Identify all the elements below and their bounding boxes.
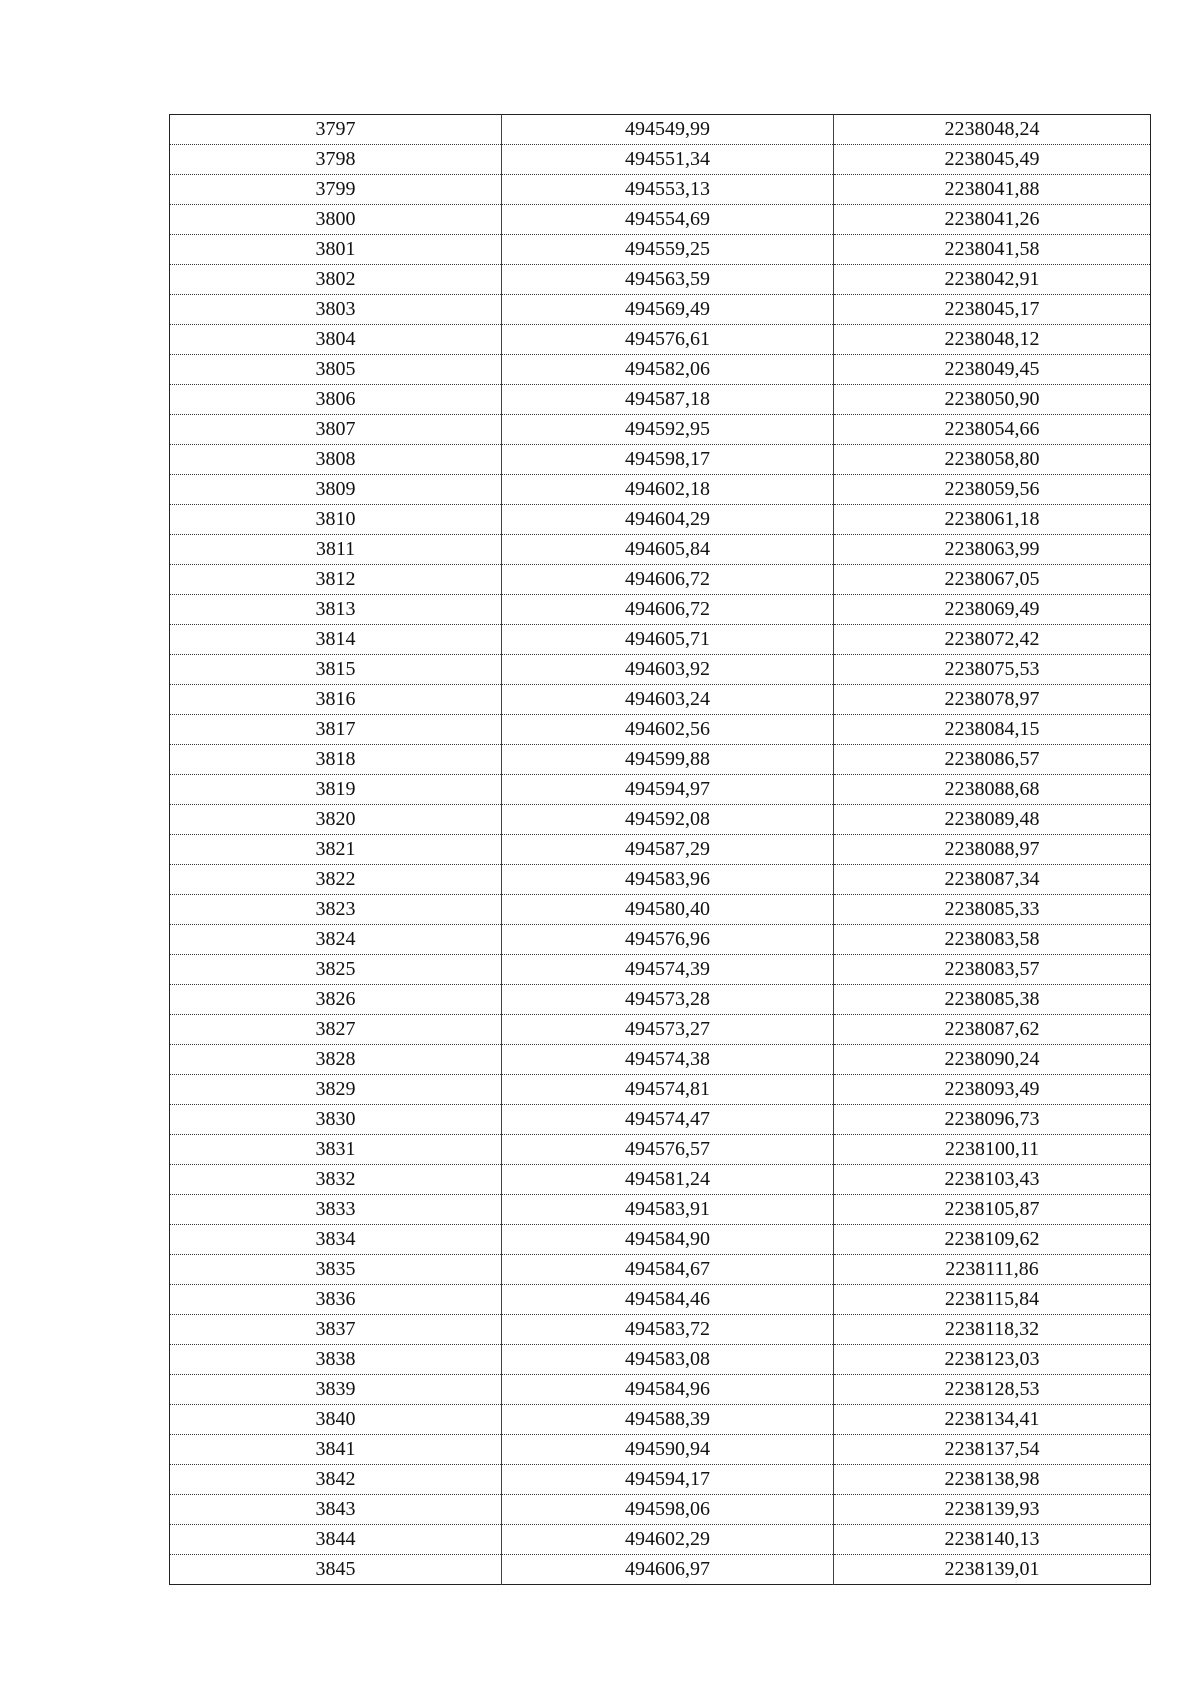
table-row bbox=[170, 1285, 1151, 1315]
x-coordinate-cell: 494583,91 bbox=[502, 1195, 834, 1225]
point-number-cell: 3808 bbox=[170, 445, 502, 475]
x-coordinate-cell: 494574,47 bbox=[502, 1105, 834, 1135]
y-coordinate-cell: 2238134,41 bbox=[834, 1405, 1151, 1435]
x-coordinate-cell: 494592,95 bbox=[502, 415, 834, 445]
table-row bbox=[170, 1045, 1151, 1075]
point-number-cell: 3811 bbox=[170, 535, 502, 565]
y-coordinate-cell: 2238115,84 bbox=[834, 1285, 1151, 1315]
y-coordinate-cell: 2238105,87 bbox=[834, 1195, 1151, 1225]
point-number-cell: 3819 bbox=[170, 775, 502, 805]
y-coordinate-cell: 2238078,97 bbox=[834, 685, 1151, 715]
point-number-cell: 3815 bbox=[170, 655, 502, 685]
x-coordinate-cell: 494606,97 bbox=[502, 1555, 834, 1585]
x-coordinate-cell: 494584,67 bbox=[502, 1255, 834, 1285]
x-coordinate-cell: 494583,72 bbox=[502, 1315, 834, 1345]
x-coordinate-cell: 494576,57 bbox=[502, 1135, 834, 1165]
y-coordinate-cell: 2238089,48 bbox=[834, 805, 1151, 835]
point-number-cell: 3807 bbox=[170, 415, 502, 445]
table-row bbox=[170, 1165, 1151, 1195]
table-row bbox=[170, 235, 1151, 265]
x-coordinate-cell: 494576,61 bbox=[502, 325, 834, 355]
x-coordinate-cell: 494569,49 bbox=[502, 295, 834, 325]
point-number-cell: 3801 bbox=[170, 235, 502, 265]
y-coordinate-cell: 2238069,49 bbox=[834, 595, 1151, 625]
point-number-cell: 3832 bbox=[170, 1165, 502, 1195]
table-row bbox=[170, 835, 1151, 865]
table-row bbox=[170, 1345, 1151, 1375]
x-coordinate-cell: 494588,39 bbox=[502, 1405, 834, 1435]
table-row bbox=[170, 625, 1151, 655]
table-row bbox=[170, 565, 1151, 595]
x-coordinate-cell: 494551,34 bbox=[502, 145, 834, 175]
y-coordinate-cell: 2238100,11 bbox=[834, 1135, 1151, 1165]
y-coordinate-cell: 2238083,58 bbox=[834, 925, 1151, 955]
table-row bbox=[170, 415, 1151, 445]
x-coordinate-cell: 494581,24 bbox=[502, 1165, 834, 1195]
x-coordinate-cell: 494594,17 bbox=[502, 1465, 834, 1495]
table-row bbox=[170, 1435, 1151, 1465]
y-coordinate-cell: 2238054,66 bbox=[834, 415, 1151, 445]
point-number-cell: 3822 bbox=[170, 865, 502, 895]
table-row bbox=[170, 715, 1151, 745]
table-row bbox=[170, 1195, 1151, 1225]
point-number-cell: 3824 bbox=[170, 925, 502, 955]
table-row bbox=[170, 295, 1151, 325]
x-coordinate-cell: 494573,28 bbox=[502, 985, 834, 1015]
table-row bbox=[170, 865, 1151, 895]
x-coordinate-cell: 494582,06 bbox=[502, 355, 834, 385]
x-coordinate-cell: 494574,39 bbox=[502, 955, 834, 985]
y-coordinate-cell: 2238075,53 bbox=[834, 655, 1151, 685]
table-row bbox=[170, 805, 1151, 835]
table-row bbox=[170, 475, 1151, 505]
point-number-cell: 3831 bbox=[170, 1135, 502, 1165]
point-number-cell: 3839 bbox=[170, 1375, 502, 1405]
y-coordinate-cell: 2238109,62 bbox=[834, 1225, 1151, 1255]
y-coordinate-cell: 2238137,54 bbox=[834, 1435, 1151, 1465]
table-row bbox=[170, 1135, 1151, 1165]
y-coordinate-cell: 2238083,57 bbox=[834, 955, 1151, 985]
x-coordinate-cell: 494605,84 bbox=[502, 535, 834, 565]
y-coordinate-cell: 2238084,15 bbox=[834, 715, 1151, 745]
point-number-cell: 3833 bbox=[170, 1195, 502, 1225]
x-coordinate-cell: 494554,69 bbox=[502, 205, 834, 235]
y-coordinate-cell: 2238087,62 bbox=[834, 1015, 1151, 1045]
table-row bbox=[170, 1015, 1151, 1045]
x-coordinate-cell: 494580,40 bbox=[502, 895, 834, 925]
table-row bbox=[170, 175, 1151, 205]
table-row bbox=[170, 955, 1151, 985]
point-number-cell: 3828 bbox=[170, 1045, 502, 1075]
point-number-cell: 3827 bbox=[170, 1015, 502, 1045]
x-coordinate-cell: 494573,27 bbox=[502, 1015, 834, 1045]
table-row bbox=[170, 1225, 1151, 1255]
x-coordinate-cell: 494553,13 bbox=[502, 175, 834, 205]
table-row bbox=[170, 1525, 1151, 1555]
point-number-cell: 3799 bbox=[170, 175, 502, 205]
table-row bbox=[170, 115, 1151, 145]
x-coordinate-cell: 494584,90 bbox=[502, 1225, 834, 1255]
table-row bbox=[170, 505, 1151, 535]
point-number-cell: 3834 bbox=[170, 1225, 502, 1255]
coordinates-table-body bbox=[170, 115, 1151, 1585]
table-row bbox=[170, 1255, 1151, 1285]
y-coordinate-cell: 2238090,24 bbox=[834, 1045, 1151, 1075]
x-coordinate-cell: 494587,29 bbox=[502, 835, 834, 865]
point-number-cell: 3830 bbox=[170, 1105, 502, 1135]
table-row bbox=[170, 685, 1151, 715]
table-row bbox=[170, 1315, 1151, 1345]
point-number-cell: 3818 bbox=[170, 745, 502, 775]
point-number-cell: 3844 bbox=[170, 1525, 502, 1555]
y-coordinate-cell: 2238087,34 bbox=[834, 865, 1151, 895]
x-coordinate-cell: 494606,72 bbox=[502, 565, 834, 595]
point-number-cell: 3802 bbox=[170, 265, 502, 295]
x-coordinate-cell: 494590,94 bbox=[502, 1435, 834, 1465]
y-coordinate-cell: 2238086,57 bbox=[834, 745, 1151, 775]
x-coordinate-cell: 494603,24 bbox=[502, 685, 834, 715]
point-number-cell: 3816 bbox=[170, 685, 502, 715]
table-row bbox=[170, 775, 1151, 805]
x-coordinate-cell: 494599,88 bbox=[502, 745, 834, 775]
table-row bbox=[170, 265, 1151, 295]
y-coordinate-cell: 2238050,90 bbox=[834, 385, 1151, 415]
y-coordinate-cell: 2238140,13 bbox=[834, 1525, 1151, 1555]
x-coordinate-cell: 494598,06 bbox=[502, 1495, 834, 1525]
x-coordinate-cell: 494584,96 bbox=[502, 1375, 834, 1405]
y-coordinate-cell: 2238128,53 bbox=[834, 1375, 1151, 1405]
point-number-cell: 3829 bbox=[170, 1075, 502, 1105]
y-coordinate-cell: 2238048,24 bbox=[834, 115, 1151, 145]
table-row bbox=[170, 205, 1151, 235]
point-number-cell: 3806 bbox=[170, 385, 502, 415]
point-number-cell: 3823 bbox=[170, 895, 502, 925]
point-number-cell: 3814 bbox=[170, 625, 502, 655]
table-row bbox=[170, 1105, 1151, 1135]
table-row bbox=[170, 325, 1151, 355]
x-coordinate-cell: 494603,92 bbox=[502, 655, 834, 685]
x-coordinate-cell: 494602,56 bbox=[502, 715, 834, 745]
point-number-cell: 3842 bbox=[170, 1465, 502, 1495]
y-coordinate-cell: 2238045,49 bbox=[834, 145, 1151, 175]
point-number-cell: 3838 bbox=[170, 1345, 502, 1375]
point-number-cell: 3820 bbox=[170, 805, 502, 835]
table-row bbox=[170, 1495, 1151, 1525]
x-coordinate-cell: 494563,59 bbox=[502, 265, 834, 295]
point-number-cell: 3825 bbox=[170, 955, 502, 985]
y-coordinate-cell: 2238085,33 bbox=[834, 895, 1151, 925]
x-coordinate-cell: 494587,18 bbox=[502, 385, 834, 415]
point-number-cell: 3797 bbox=[170, 115, 502, 145]
point-number-cell: 3798 bbox=[170, 145, 502, 175]
table-row bbox=[170, 895, 1151, 925]
point-number-cell: 3813 bbox=[170, 595, 502, 625]
x-coordinate-cell: 494602,29 bbox=[502, 1525, 834, 1555]
y-coordinate-cell: 2238063,99 bbox=[834, 535, 1151, 565]
point-number-cell: 3804 bbox=[170, 325, 502, 355]
point-number-cell: 3805 bbox=[170, 355, 502, 385]
y-coordinate-cell: 2238096,73 bbox=[834, 1105, 1151, 1135]
y-coordinate-cell: 2238088,97 bbox=[834, 835, 1151, 865]
x-coordinate-cell: 494584,46 bbox=[502, 1285, 834, 1315]
point-number-cell: 3835 bbox=[170, 1255, 502, 1285]
x-coordinate-cell: 494605,71 bbox=[502, 625, 834, 655]
x-coordinate-cell: 494583,96 bbox=[502, 865, 834, 895]
point-number-cell: 3810 bbox=[170, 505, 502, 535]
y-coordinate-cell: 2238093,49 bbox=[834, 1075, 1151, 1105]
x-coordinate-cell: 494549,99 bbox=[502, 115, 834, 145]
point-number-cell: 3845 bbox=[170, 1555, 502, 1585]
x-coordinate-cell: 494598,17 bbox=[502, 445, 834, 475]
y-coordinate-cell: 2238061,18 bbox=[834, 505, 1151, 535]
x-coordinate-cell: 494604,29 bbox=[502, 505, 834, 535]
y-coordinate-cell: 2238045,17 bbox=[834, 295, 1151, 325]
x-coordinate-cell: 494606,72 bbox=[502, 595, 834, 625]
y-coordinate-cell: 2238042,91 bbox=[834, 265, 1151, 295]
x-coordinate-cell: 494574,38 bbox=[502, 1045, 834, 1075]
table-row bbox=[170, 385, 1151, 415]
y-coordinate-cell: 2238049,45 bbox=[834, 355, 1151, 385]
table-row bbox=[170, 985, 1151, 1015]
table-row bbox=[170, 655, 1151, 685]
y-coordinate-cell: 2238041,26 bbox=[834, 205, 1151, 235]
table-row bbox=[170, 925, 1151, 955]
y-coordinate-cell: 2238111,86 bbox=[834, 1255, 1151, 1285]
x-coordinate-cell: 494559,25 bbox=[502, 235, 834, 265]
x-coordinate-cell: 494594,97 bbox=[502, 775, 834, 805]
y-coordinate-cell: 2238048,12 bbox=[834, 325, 1151, 355]
y-coordinate-cell: 2238118,32 bbox=[834, 1315, 1151, 1345]
y-coordinate-cell: 2238041,88 bbox=[834, 175, 1151, 205]
y-coordinate-cell: 2238138,98 bbox=[834, 1465, 1151, 1495]
y-coordinate-cell: 2238085,38 bbox=[834, 985, 1151, 1015]
x-coordinate-cell: 494592,08 bbox=[502, 805, 834, 835]
table-row bbox=[170, 1465, 1151, 1495]
point-number-cell: 3841 bbox=[170, 1435, 502, 1465]
point-number-cell: 3812 bbox=[170, 565, 502, 595]
table-row bbox=[170, 1075, 1151, 1105]
x-coordinate-cell: 494576,96 bbox=[502, 925, 834, 955]
point-number-cell: 3826 bbox=[170, 985, 502, 1015]
point-number-cell: 3840 bbox=[170, 1405, 502, 1435]
y-coordinate-cell: 2238123,03 bbox=[834, 1345, 1151, 1375]
point-number-cell: 3817 bbox=[170, 715, 502, 745]
y-coordinate-cell: 2238041,58 bbox=[834, 235, 1151, 265]
y-coordinate-cell: 2238088,68 bbox=[834, 775, 1151, 805]
table-row bbox=[170, 1555, 1151, 1585]
point-number-cell: 3821 bbox=[170, 835, 502, 865]
table-row bbox=[170, 355, 1151, 385]
point-number-cell: 3809 bbox=[170, 475, 502, 505]
table-row bbox=[170, 445, 1151, 475]
table-row bbox=[170, 1375, 1151, 1405]
y-coordinate-cell: 2238139,93 bbox=[834, 1495, 1151, 1525]
table-row bbox=[170, 745, 1151, 775]
x-coordinate-cell: 494583,08 bbox=[502, 1345, 834, 1375]
y-coordinate-cell: 2238059,56 bbox=[834, 475, 1151, 505]
point-number-cell: 3800 bbox=[170, 205, 502, 235]
coordinates-table bbox=[169, 114, 1151, 1585]
y-coordinate-cell: 2238139,01 bbox=[834, 1555, 1151, 1585]
point-number-cell: 3837 bbox=[170, 1315, 502, 1345]
point-number-cell: 3803 bbox=[170, 295, 502, 325]
table-row bbox=[170, 1405, 1151, 1435]
point-number-cell: 3843 bbox=[170, 1495, 502, 1525]
x-coordinate-cell: 494602,18 bbox=[502, 475, 834, 505]
table-row bbox=[170, 145, 1151, 175]
point-number-cell: 3836 bbox=[170, 1285, 502, 1315]
y-coordinate-cell: 2238072,42 bbox=[834, 625, 1151, 655]
y-coordinate-cell: 2238103,43 bbox=[834, 1165, 1151, 1195]
x-coordinate-cell: 494574,81 bbox=[502, 1075, 834, 1105]
table-row bbox=[170, 535, 1151, 565]
y-coordinate-cell: 2238058,80 bbox=[834, 445, 1151, 475]
table-row bbox=[170, 595, 1151, 625]
y-coordinate-cell: 2238067,05 bbox=[834, 565, 1151, 595]
